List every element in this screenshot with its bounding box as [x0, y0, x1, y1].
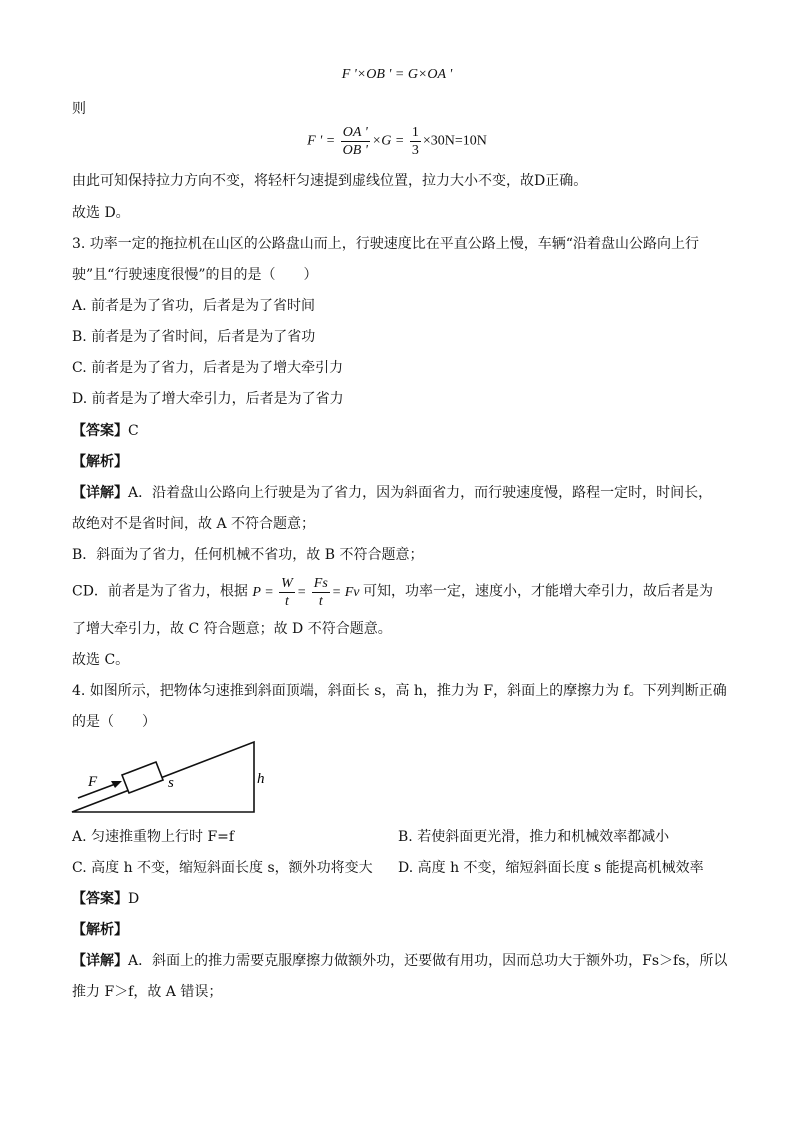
detail-text: A．沿着盘山公路向上行驶是为了省力，因为斜面省力，而行驶速度慢，路程一定时，时间长， — [128, 485, 713, 501]
detail-tag: 【详解】 — [72, 953, 128, 969]
q4-option-b: B. 若使斜面更光滑，推力和机械效率都减小 — [398, 829, 670, 845]
q4-stem-line1: 4. 如图所示，把物体匀速推到斜面顶端，斜面长 s，高 h，推力为 F，斜面上的摩擦力为 f。下列判断正确 — [72, 683, 727, 699]
block — [122, 762, 163, 793]
q3-option-c: C. 前者是为了省力，后者是为了增大牵引力 — [72, 360, 344, 376]
label-h: h — [257, 771, 265, 787]
q4-option-a: A. 匀速推重物上行时 F=f — [72, 829, 235, 845]
q4-detail-line1 — [72, 950, 727, 972]
incline-figure — [70, 738, 270, 816]
fraction-fs-t: $\frac{Fs}{t}$ — [313, 576, 328, 609]
q4-answer — [72, 888, 139, 910]
detail-text-a: CD．前者是为了省力，根据 — [72, 583, 248, 600]
detail-text: A．斜面上的推力需要克服摩擦力做额外功，还要做有用功，因而总功大于额外功，Fs＞fs，所以 — [128, 953, 728, 969]
q4-option-c: C. 高度 h 不变，缩短斜面长度 s，额外功将变大 — [72, 860, 373, 876]
q3-detail-line2: 故绝对不是省时间，故 A 不符合题意； — [72, 516, 316, 532]
q3-detail-line1 — [72, 482, 712, 504]
conclusion-text: 由此可知保持拉力方向不变，将轻杆匀速提到虚线位置，拉力大小不变，故D正确。 — [72, 173, 588, 189]
q4-analysis-tag: 【解析】 — [72, 922, 128, 938]
fraction-w-t: $\frac{W}{t}$ — [281, 576, 293, 609]
fraction-one-third — [410, 124, 421, 159]
power-formula: P = $\frac{W}{t}$ = $\frac{Fs}{t}$ = Fv — [252, 576, 363, 609]
fraction-numerator: 1 — [411, 125, 419, 140]
fraction-numerator: OA ' — [341, 124, 370, 142]
q3-option-a: A. 前者是为了省功，后者是为了省时间 — [72, 298, 316, 314]
answer-tag: 【答案】 — [72, 891, 128, 907]
q3-detail-line4 — [72, 575, 713, 610]
eq2-rhs: ×30N=10N — [422, 133, 487, 149]
answer-tag: 【答案】 — [72, 423, 128, 439]
conjunction-then: 则 — [72, 101, 86, 117]
q4-option-d: D. 高度 h 不变，缩短斜面长度 s 能提高机械效率 — [398, 860, 704, 876]
q3-analysis-tag: 【解析】 — [72, 454, 128, 470]
q3-answer — [72, 420, 139, 442]
detail-tag: 【详解】 — [72, 485, 128, 501]
label-f: F — [88, 774, 98, 790]
choose-d-text: 故选 D。 — [72, 205, 130, 221]
incline-triangle — [72, 742, 254, 812]
q3-detail-line3: B．斜面为了省力，任何机械不省功，故 B 不符合题意； — [72, 547, 424, 563]
eq2-lhs: F ' = — [307, 133, 336, 149]
label-s: s — [168, 775, 174, 791]
answer-value: D — [128, 891, 140, 907]
q3-option-b: B. 前者是为了省时间，后者是为了省功 — [72, 329, 316, 345]
fraction-oa-ob — [341, 124, 370, 159]
q3-stem-line2: 驶”且“行驶速度很慢”的目的是（ ） — [72, 267, 318, 283]
answer-value: C — [128, 423, 139, 439]
detail-text-b: 可知，功率一定，速度小，才能增大牵引力，故后者是为 — [362, 583, 713, 600]
q3-stem-line1: 3. 功率一定的拖拉机在山区的公路盘山而上，行驶速度比在平直公路上慢，车辆“沿着盘山公路向上行 — [72, 236, 699, 252]
equation-moment-balance: F '×OB ' = G×OA ' — [341, 67, 453, 82]
eq2-mid: ×G = — [371, 133, 405, 149]
q4-stem-line2: 的是（ ） — [72, 714, 156, 730]
push-arrow-line — [78, 783, 118, 798]
fraction-denominator: OB ' — [342, 143, 368, 158]
equation-force-result — [0, 124, 794, 159]
q3-option-d: D. 前者是为了增大牵引力，后者是为了省力 — [72, 391, 344, 407]
q4-detail-line2: 推力 F＞f，故 A 错误； — [72, 984, 223, 1000]
q3-choose: 故选 C。 — [72, 652, 130, 668]
fraction-denominator: 3 — [411, 143, 419, 158]
q3-detail-line5: 了增大牵引力，故 C 符合题意；故 D 不符合题意。 — [72, 621, 392, 637]
